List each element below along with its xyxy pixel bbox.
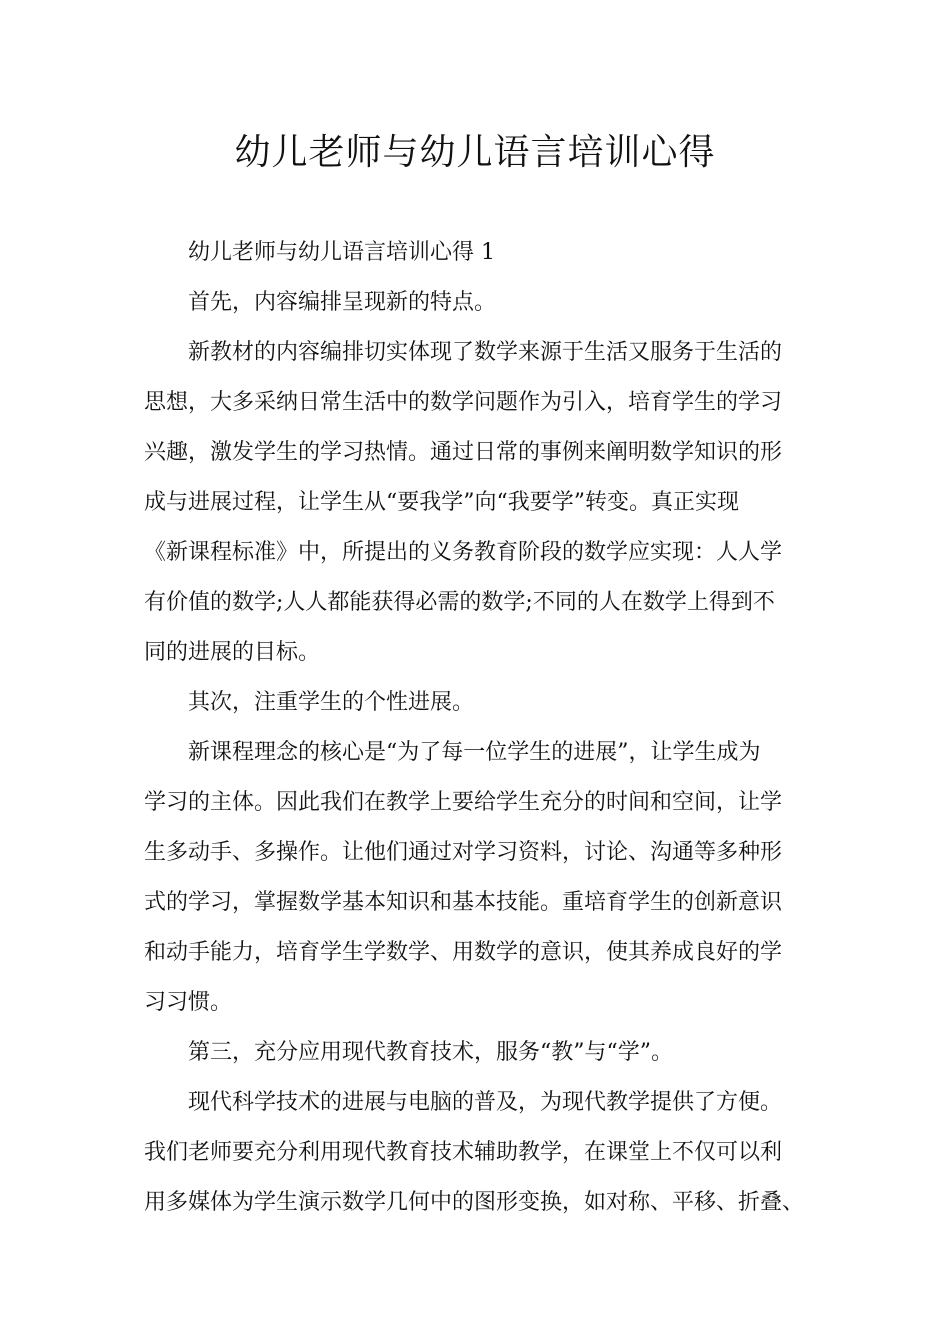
text-line: 生多动手、多操作。让他们通过对学习资料，讨论、沟通等多种形 xyxy=(144,840,783,865)
text-line: 《新课程标准》中，所提出的义务教育阶段的数学应实现：人人学 xyxy=(144,540,783,565)
text-line: 思想，大多采纳日常生活中的数学问题作为引入，培育学生的学习 xyxy=(144,390,783,415)
text-line: 我们老师要充分利用现代教育技术辅助教学，在课堂上不仅可以利 xyxy=(144,1140,783,1165)
text-line: 新教材的内容编排切实体现了数学来源于生活又服务于生活的 xyxy=(188,340,783,365)
page-title: 幼儿老师与幼儿语言培训心得 xyxy=(234,132,716,173)
text-line: 和动手能力，培育学生学数学、用数学的意识，使其养成良好的学 xyxy=(144,940,783,965)
text-line: 用多媒体为学生演示数学几何中的图形变换，如对称、平移、折叠、 xyxy=(144,1190,805,1215)
text-line: 式的学习，掌握数学基本知识和基本技能。重培育学生的创新意识 xyxy=(144,890,783,915)
text-line: 首先，内容编排呈现新的特点。 xyxy=(188,290,497,315)
text-line: 其次，注重学生的个性进展。 xyxy=(188,690,475,715)
text-line: 现代科学技术的进展与电脑的普及，为现代教学提供了方便。 xyxy=(188,1090,783,1115)
text-line: 兴趣，激发学生的学习热情。通过日常的事例来阐明数学知识的形 xyxy=(144,440,783,465)
section-heading: 幼儿老师与幼儿语言培训心得 1 xyxy=(188,240,495,265)
text-line: 同的进展的目标。 xyxy=(144,640,321,665)
text-line: 成与进展过程，让学生从“要我学”向“我要学”转变。真正实现 xyxy=(144,490,739,515)
text-line: 有价值的数学;人人都能获得必需的数学;不同的人在数学上得到不 xyxy=(144,590,775,615)
text-line: 第三，充分应用现代教育技术，服务“教”与“学”。 xyxy=(188,1040,673,1065)
text-line: 新课程理念的核心是“为了每一位学生的进展”，让学生成为 xyxy=(188,740,761,765)
text-line: 学习的主体。因此我们在教学上要给学生充分的时间和空间，让学 xyxy=(144,790,783,815)
text-line: 习习惯。 xyxy=(144,990,233,1015)
